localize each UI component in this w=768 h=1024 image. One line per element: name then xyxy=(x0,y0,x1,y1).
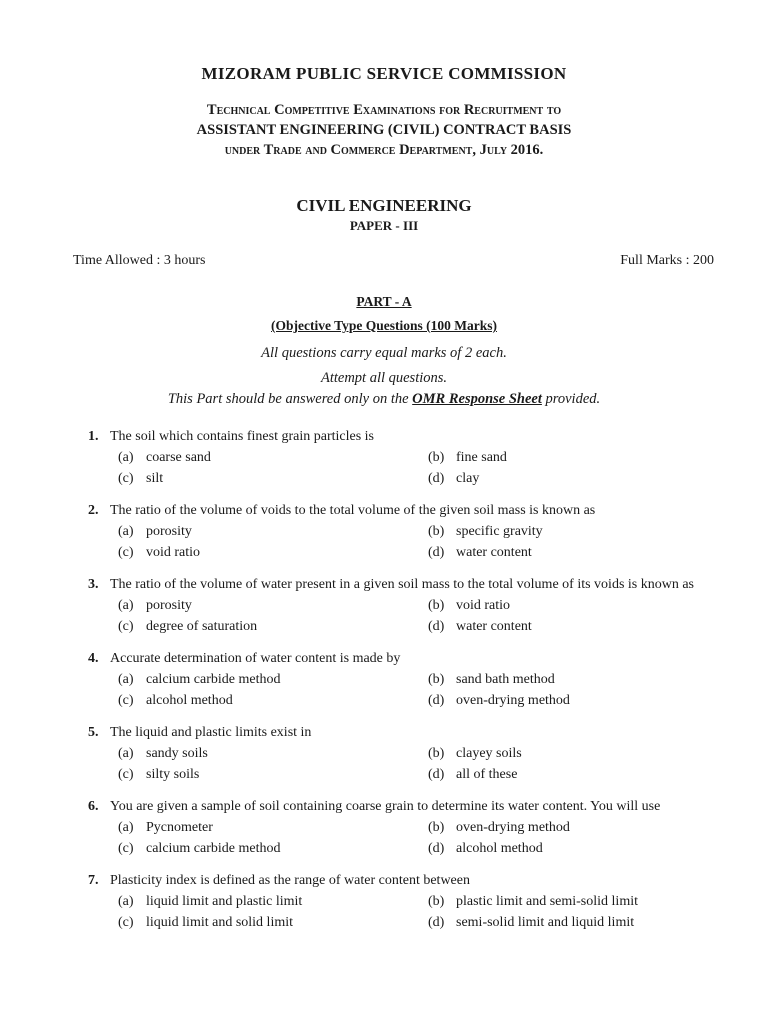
option-grid xyxy=(118,521,718,563)
answer-option xyxy=(428,521,728,542)
option-grid xyxy=(118,447,718,489)
question-item xyxy=(88,500,718,563)
option-text: plastic limit and semi-solid limit xyxy=(456,894,638,909)
answer-option xyxy=(118,542,428,563)
option-letter: (c) xyxy=(118,767,134,782)
question-text: The ratio of the volume of water present in a given soil mass to the total volume of its voids is known as xyxy=(110,577,695,592)
omr-response-sheet: OMR Response Sheet xyxy=(412,391,542,407)
answer-option xyxy=(428,542,728,563)
question-stem xyxy=(88,796,718,817)
option-letter: (b) xyxy=(428,746,445,761)
question-stem xyxy=(88,870,718,891)
question-number: 6. xyxy=(88,799,99,814)
answer-option xyxy=(428,912,728,933)
answer-option xyxy=(428,817,728,838)
option-letter: (c) xyxy=(118,693,134,708)
answer-option xyxy=(428,669,728,690)
option-text: alcohol method xyxy=(456,841,543,856)
question-text: Accurate determination of water content is made by xyxy=(110,651,401,666)
question-stem xyxy=(88,648,718,669)
question-number: 1. xyxy=(88,429,99,444)
option-letter: (c) xyxy=(118,841,134,856)
option-letter: (d) xyxy=(428,619,445,634)
option-letter: (b) xyxy=(428,524,445,539)
answer-option xyxy=(428,690,728,711)
option-letter: (c) xyxy=(118,471,134,486)
option-letter: (a) xyxy=(118,524,134,539)
answer-option xyxy=(118,817,428,838)
option-letter: (c) xyxy=(118,619,134,634)
option-letter: (a) xyxy=(118,598,134,613)
option-letter: (a) xyxy=(118,746,134,761)
question-number: 3. xyxy=(88,577,99,592)
answer-option xyxy=(118,838,428,859)
option-text: coarse sand xyxy=(146,450,211,465)
option-text: all of these xyxy=(456,767,518,782)
instruction-marks: All questions carry equal marks of 2 each. xyxy=(261,345,507,361)
option-text: specific gravity xyxy=(456,524,543,539)
option-text: water content xyxy=(456,545,532,560)
option-text: oven-drying method xyxy=(456,693,570,708)
question-number: 2. xyxy=(88,503,99,518)
option-letter: (d) xyxy=(428,545,445,560)
objective-heading: (Objective Type Questions (100 Marks) xyxy=(271,318,497,333)
paper-number: PAPER - III xyxy=(349,218,419,233)
option-text: void ratio xyxy=(456,598,511,613)
answer-option xyxy=(118,690,428,711)
instruction-omr-after: provided. xyxy=(541,391,601,407)
option-text: silt xyxy=(146,471,164,486)
time-allowed: Time Allowed : 3 hours xyxy=(73,253,206,268)
option-grid xyxy=(118,891,718,933)
commission-title: MIZORAM PUBLIC SERVICE COMMISSION xyxy=(201,64,567,83)
option-letter: (d) xyxy=(428,471,445,486)
option-text: alcohol method xyxy=(146,693,233,708)
option-grid xyxy=(118,743,718,785)
option-letter: (b) xyxy=(428,672,445,687)
answer-option xyxy=(118,595,428,616)
answer-option xyxy=(118,521,428,542)
question-number: 4. xyxy=(88,651,99,666)
question-stem xyxy=(88,574,718,595)
option-letter: (a) xyxy=(118,450,134,465)
answer-option xyxy=(118,743,428,764)
question-stem xyxy=(88,426,718,447)
instruction-omr-before: This Part should be answered only on the xyxy=(167,391,413,407)
option-grid xyxy=(118,669,718,711)
option-text: clay xyxy=(456,471,480,486)
option-letter: (b) xyxy=(428,450,445,465)
question-item xyxy=(88,648,718,711)
question-list xyxy=(88,426,718,944)
option-text: Pycnometer xyxy=(146,820,213,835)
question-item xyxy=(88,796,718,859)
answer-option xyxy=(428,764,728,785)
answer-option xyxy=(428,447,728,468)
option-letter: (b) xyxy=(428,598,445,613)
option-letter: (d) xyxy=(428,693,445,708)
option-text: sandy soils xyxy=(146,746,208,761)
question-text: The ratio of the volume of voids to the total volume of the given soil mass is known as xyxy=(110,503,596,518)
instruction-omr xyxy=(0,391,768,408)
question-item xyxy=(88,426,718,489)
option-letter: (a) xyxy=(118,672,134,687)
option-text: porosity xyxy=(146,598,192,613)
option-text: semi-solid limit and liquid limit xyxy=(456,915,635,930)
answer-option xyxy=(428,616,728,637)
option-text: fine sand xyxy=(456,450,507,465)
question-item xyxy=(88,870,718,933)
answer-option xyxy=(118,447,428,468)
question-item xyxy=(88,722,718,785)
answer-option xyxy=(428,891,728,912)
question-text: The liquid and plastic limits exist in xyxy=(110,725,312,740)
question-stem xyxy=(88,500,718,521)
answer-option xyxy=(118,764,428,785)
option-letter: (a) xyxy=(118,894,134,909)
answer-option xyxy=(428,468,728,489)
option-letter: (c) xyxy=(118,915,134,930)
instruction-attempt: Attempt all questions. xyxy=(320,370,448,386)
option-letter: (c) xyxy=(118,545,134,560)
option-text: porosity xyxy=(146,524,192,539)
option-letter: (b) xyxy=(428,820,445,835)
subject-title: CIVIL ENGINEERING xyxy=(296,196,472,215)
option-grid xyxy=(118,817,718,859)
answer-option xyxy=(428,595,728,616)
option-letter: (a) xyxy=(118,820,134,835)
option-text: clayey soils xyxy=(456,746,522,761)
part-heading: PART - A xyxy=(356,294,412,309)
question-stem xyxy=(88,722,718,743)
option-grid xyxy=(118,595,718,637)
option-text: water content xyxy=(456,619,532,634)
answer-option xyxy=(428,838,728,859)
answer-option xyxy=(118,912,428,933)
option-text: calcium carbide method xyxy=(146,841,281,856)
question-text: Plasticity index is defined as the range of water content between xyxy=(110,873,470,888)
exam-title-line-1: Technical Competitive Examinations for Recruitment to xyxy=(206,102,562,118)
exam-title-line-2: ASSISTANT ENGINEERING (CIVIL) CONTRACT BASIS xyxy=(196,122,572,138)
answer-option xyxy=(118,891,428,912)
option-text: silty soils xyxy=(146,767,200,782)
option-letter: (d) xyxy=(428,915,445,930)
question-text: The soil which contains finest grain particles is xyxy=(110,429,374,444)
question-number: 7. xyxy=(88,873,99,888)
option-text: degree of saturation xyxy=(146,619,258,634)
answer-option xyxy=(118,468,428,489)
answer-option xyxy=(118,616,428,637)
option-text: calcium carbide method xyxy=(146,672,281,687)
exam-title-line-3: under Trade and Commerce Department, July 2016. xyxy=(224,142,544,158)
option-text: liquid limit and plastic limit xyxy=(146,894,303,909)
answer-option xyxy=(428,743,728,764)
question-item xyxy=(88,574,718,637)
option-text: sand bath method xyxy=(456,672,555,687)
option-text: oven-drying method xyxy=(456,820,570,835)
option-text: void ratio xyxy=(146,545,201,560)
full-marks: Full Marks : 200 xyxy=(620,253,714,268)
option-letter: (d) xyxy=(428,841,445,856)
question-number: 5. xyxy=(88,725,99,740)
question-text: You are given a sample of soil containing coarse grain to determine its water content. You will use xyxy=(110,799,661,814)
option-letter: (d) xyxy=(428,767,445,782)
answer-option xyxy=(118,669,428,690)
option-text: liquid limit and solid limit xyxy=(146,915,294,930)
option-letter: (b) xyxy=(428,894,445,909)
